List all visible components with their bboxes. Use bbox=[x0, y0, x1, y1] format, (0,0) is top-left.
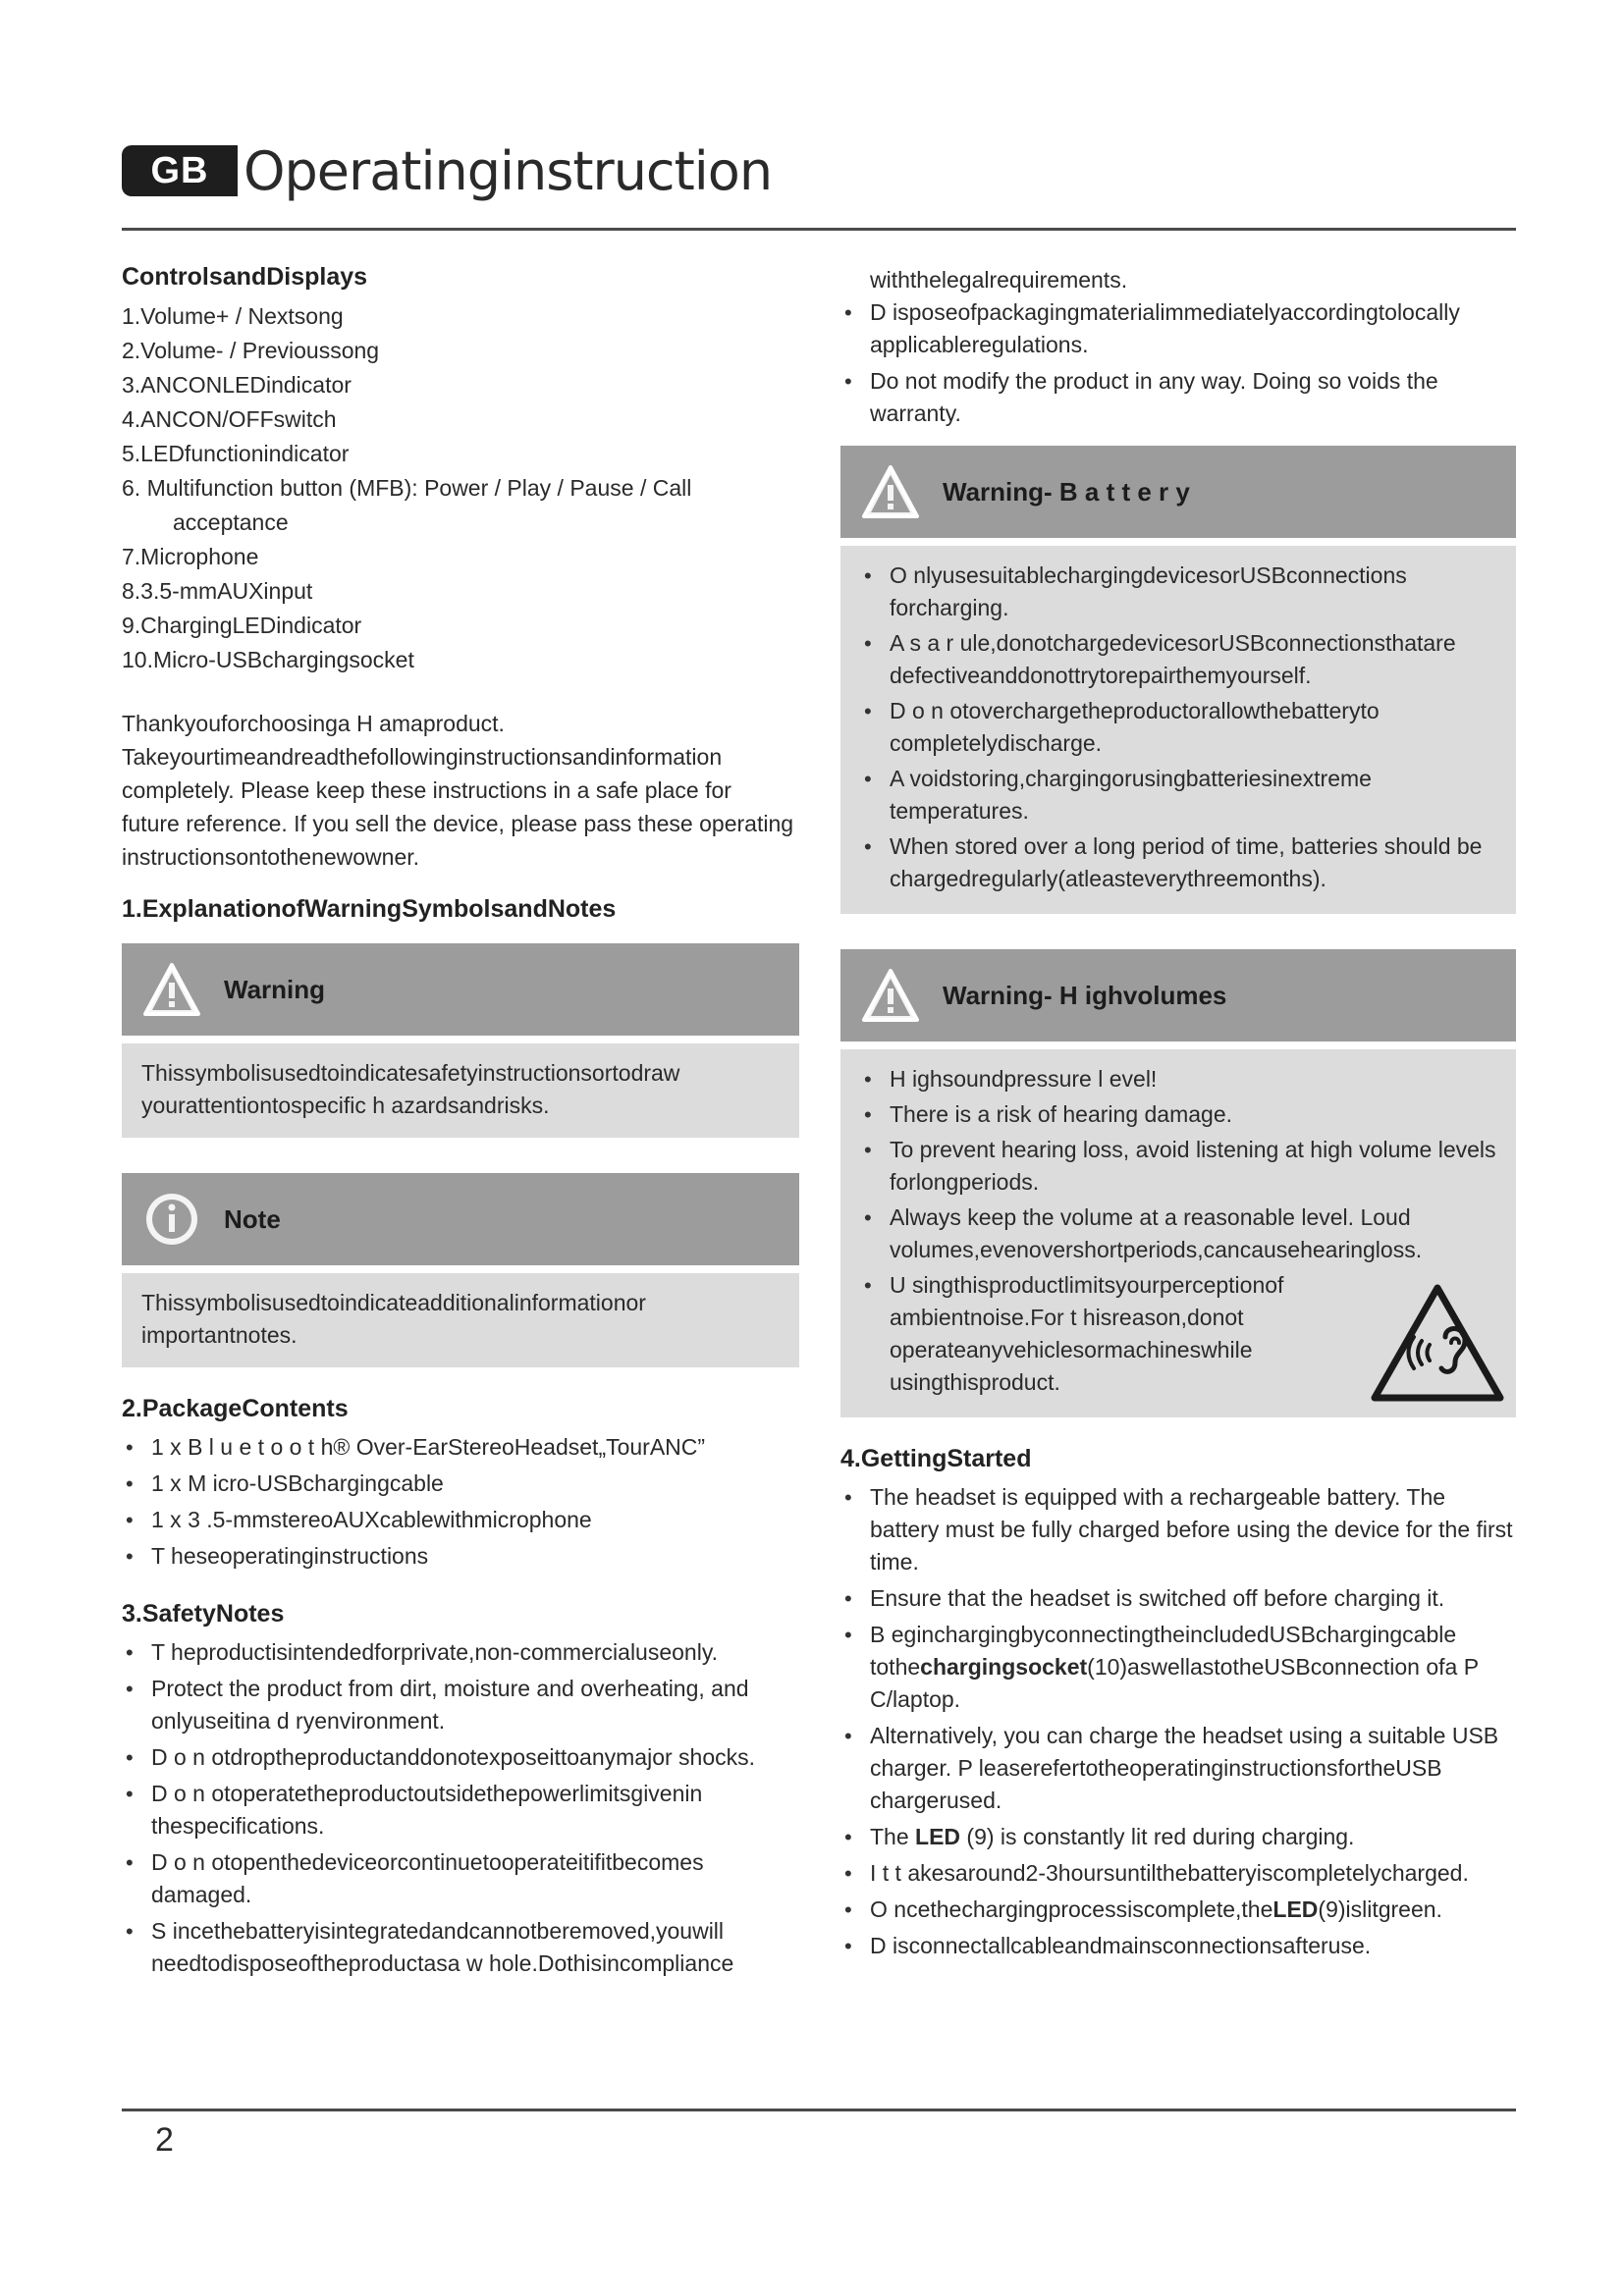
warning-triangle-icon bbox=[141, 961, 202, 1018]
list-item: • D o n otopenthedeviceorcontinuetooperateitifitbecomes damaged. bbox=[122, 1846, 799, 1911]
list-item: • T heproductisintendedforprivate,non-commercialuseonly. bbox=[122, 1636, 799, 1669]
hearing-damage-icon bbox=[1369, 1282, 1506, 1404]
intro-line: Takeyourtimeandreadthefollowinginstructionsandinformation bbox=[122, 744, 723, 770]
list-item: 9.ChargingLEDindicator bbox=[122, 613, 362, 638]
list-item: • H ighsoundpressure l evel! bbox=[860, 1063, 1496, 1095]
warning-box-body bbox=[122, 1043, 799, 1138]
list-item: • 1 x M icro-USBchargingcable bbox=[122, 1468, 799, 1500]
list-item: 4.ANCON/OFFswitch bbox=[122, 406, 337, 432]
intro-line: Thankyouforchoosinga H amaproduct. bbox=[122, 711, 505, 736]
led-term: LED bbox=[915, 1824, 961, 1849]
right-column bbox=[840, 263, 1516, 1966]
battery-warning-body bbox=[840, 546, 1516, 914]
volume-warning-header bbox=[840, 949, 1516, 1041]
intro-paragraph bbox=[122, 707, 799, 874]
list-item: 10.Micro-USBchargingsocket bbox=[122, 647, 414, 672]
list-item: • 1 x 3 .5-mmstereoAUXcablewithmicrophone bbox=[122, 1504, 799, 1536]
header-divider bbox=[122, 228, 1516, 231]
list-item: • T heseoperatinginstructions bbox=[122, 1540, 799, 1573]
list-item: 7.Microphone bbox=[122, 544, 259, 569]
volume-warning-box bbox=[840, 949, 1516, 1417]
battery-warning-label: Warning- B a t t e r y bbox=[943, 477, 1190, 507]
package-contents-list bbox=[122, 1431, 799, 1573]
list-item: • S incethebatteryisintegratedandcannotberemoved,youwill needtodisposeoftheproductasa w hole.Dothisincompliance bbox=[122, 1915, 799, 1980]
list-item: 8.3.5-mmAUXinput bbox=[122, 578, 313, 604]
text-segment: O ncethechargingprocessiscomplete,the bbox=[870, 1896, 1273, 1922]
controls-heading: ControlsandDisplays bbox=[122, 263, 368, 291]
section4-heading: 4.GettingStarted bbox=[840, 1445, 1032, 1472]
intro-line: completely. Please keep these instructions in a safe place for bbox=[122, 777, 731, 803]
list-item: • Do not modify the product in any way. Doing so voids the warranty. bbox=[840, 365, 1516, 430]
note-text: Thissymbolisusedtoindicateadditionalinformationor importantnotes. bbox=[141, 1290, 646, 1348]
warning-box bbox=[122, 943, 799, 1138]
language-badge: GB bbox=[122, 145, 238, 196]
safety-continuation: withthelegalrequirements. bbox=[870, 267, 1128, 293]
page-number: 2 bbox=[155, 2121, 174, 2159]
getting-started-list bbox=[840, 1481, 1516, 1962]
footer-divider bbox=[122, 2109, 1516, 2111]
list-item: • A s a r ule,donotchargedevicesorUSBconnectionsthatare defectiveanddonottrytorepairthemyourself. bbox=[860, 627, 1496, 692]
list-item: • When stored over a long period of time, batteries should be chargedregularly(atleasteverythreemonths). bbox=[860, 830, 1496, 895]
warning-text: Thissymbolisusedtoindicatesafetyinstructionsortodraw yourattentiontospecific h azardsandrisks. bbox=[141, 1060, 680, 1118]
list-item: • Always keep the volume at a reasonable level. Loud volumes,evenovershortperiods,cancausehearingloss. bbox=[860, 1201, 1496, 1266]
text-segment: (9)islitgreen. bbox=[1318, 1896, 1442, 1922]
warning-triangle-icon bbox=[860, 463, 921, 520]
list-item: 2.Volume- / Previoussong bbox=[122, 338, 380, 363]
list-item: • D o n otoverchargetheproductorallowthebatteryto completelydischarge. bbox=[860, 695, 1496, 760]
battery-warning-list bbox=[860, 560, 1496, 895]
list-item: • U singthisproductlimitsyourperceptionof ambientnoise.For t hisreason,donot operateanyvehiclesormachineswhile usingthisproduct. bbox=[860, 1269, 1496, 1399]
list-item: 6. Multifunction button (MFB): Power / Play / Pause / Call acceptance bbox=[122, 475, 692, 535]
list-item: • Ensure that the headset is switched off before charging it. bbox=[840, 1582, 1516, 1615]
text-segment: (10)aswellastotheUSBconnection ofa P C/laptop. bbox=[870, 1654, 1479, 1712]
section3-heading: 3.SafetyNotes bbox=[122, 1600, 285, 1628]
battery-warning-box bbox=[840, 446, 1516, 914]
left-column bbox=[122, 263, 799, 1984]
volume-warning-body bbox=[840, 1049, 1516, 1417]
intro-line: future reference. If you sell the device, please pass these operating bbox=[122, 811, 794, 836]
list-item: • 1 x B l u e t o o t h® Over-EarStereoHeadset„TourANC” bbox=[122, 1431, 799, 1464]
text-segment: (9) is constantly lit red during charging. bbox=[960, 1824, 1355, 1849]
list-item: • Alternatively, you can charge the headset using a suitable USB charger. P leaserefertotheoperatinginstructionsfortheUSB chargerused. bbox=[840, 1720, 1516, 1817]
list-item bbox=[840, 1821, 1516, 1853]
list-item: • I t t akesaround2-3hoursuntilthebatteryiscompletelycharged. bbox=[840, 1857, 1516, 1890]
list-item: • D o n otdroptheproductanddonotexposeittoanymajor shocks. bbox=[122, 1741, 799, 1774]
list-item: 5.LEDfunctionindicator bbox=[122, 441, 350, 466]
list-item: • The headset is equipped with a rechargeable battery. The battery must be fully charged before using the device for the first time. bbox=[840, 1481, 1516, 1578]
intro-line: instructionsontothenewowner. bbox=[122, 844, 420, 870]
led-term: LED bbox=[1272, 1896, 1319, 1922]
list-item: 3.ANCONLEDindicator bbox=[122, 372, 352, 398]
list-item: • D o n otoperatetheproductoutsidethepowerlimitsgivenin thespecifications. bbox=[122, 1778, 799, 1842]
list-item: • D isconnectallcableandmainsconnectionsafteruse. bbox=[840, 1930, 1516, 1962]
safety-notes-list bbox=[122, 1636, 799, 1980]
section1-heading: 1.ExplanationofWarningSymbolsandNotes bbox=[122, 895, 617, 923]
list-item: • D isposeofpackagingmaterialimmediatelyaccordingtolocally applicableregulations. bbox=[840, 296, 1516, 361]
note-box bbox=[122, 1173, 799, 1367]
list-item: 1.Volume+ / Nextsong bbox=[122, 303, 344, 329]
list-item: • A voidstoring,chargingorusingbatteriesinextreme temperatures. bbox=[860, 763, 1496, 828]
warning-box-header bbox=[122, 943, 799, 1036]
section2-heading: 2.PackageContents bbox=[122, 1395, 349, 1422]
warning-triangle-icon bbox=[860, 967, 921, 1024]
list-item: • There is a risk of hearing damage. bbox=[860, 1098, 1496, 1131]
list-item: • To prevent hearing loss, avoid listening at high volume levels forlongperiods. bbox=[860, 1134, 1496, 1199]
safety-notes-list-continued bbox=[840, 296, 1516, 430]
controls-list bbox=[122, 299, 799, 677]
warning-label: Warning bbox=[224, 975, 326, 1004]
list-item: • Protect the product from dirt, moisture and overheating, and onlyuseitina d ryenvironment. bbox=[122, 1673, 799, 1737]
page-title: Operatinginstruction bbox=[244, 140, 773, 202]
list-item bbox=[840, 1894, 1516, 1926]
list-item bbox=[840, 1619, 1516, 1716]
volume-warning-label: Warning- H ighvolumes bbox=[943, 981, 1227, 1010]
page-header bbox=[122, 137, 1516, 206]
charging-socket-term: chargingsocket bbox=[920, 1654, 1088, 1680]
text-segment: B eginchargingbyconnectingtheincludedUSBchargingcable tothe bbox=[870, 1622, 1457, 1680]
list-item: • O nlyusesuitablechargingdevicesorUSBconnections forcharging. bbox=[860, 560, 1496, 624]
note-box-header bbox=[122, 1173, 799, 1265]
battery-warning-header bbox=[840, 446, 1516, 538]
note-box-body bbox=[122, 1273, 799, 1367]
info-icon bbox=[141, 1191, 202, 1248]
note-label: Note bbox=[224, 1204, 281, 1234]
text-segment: The bbox=[870, 1824, 916, 1849]
